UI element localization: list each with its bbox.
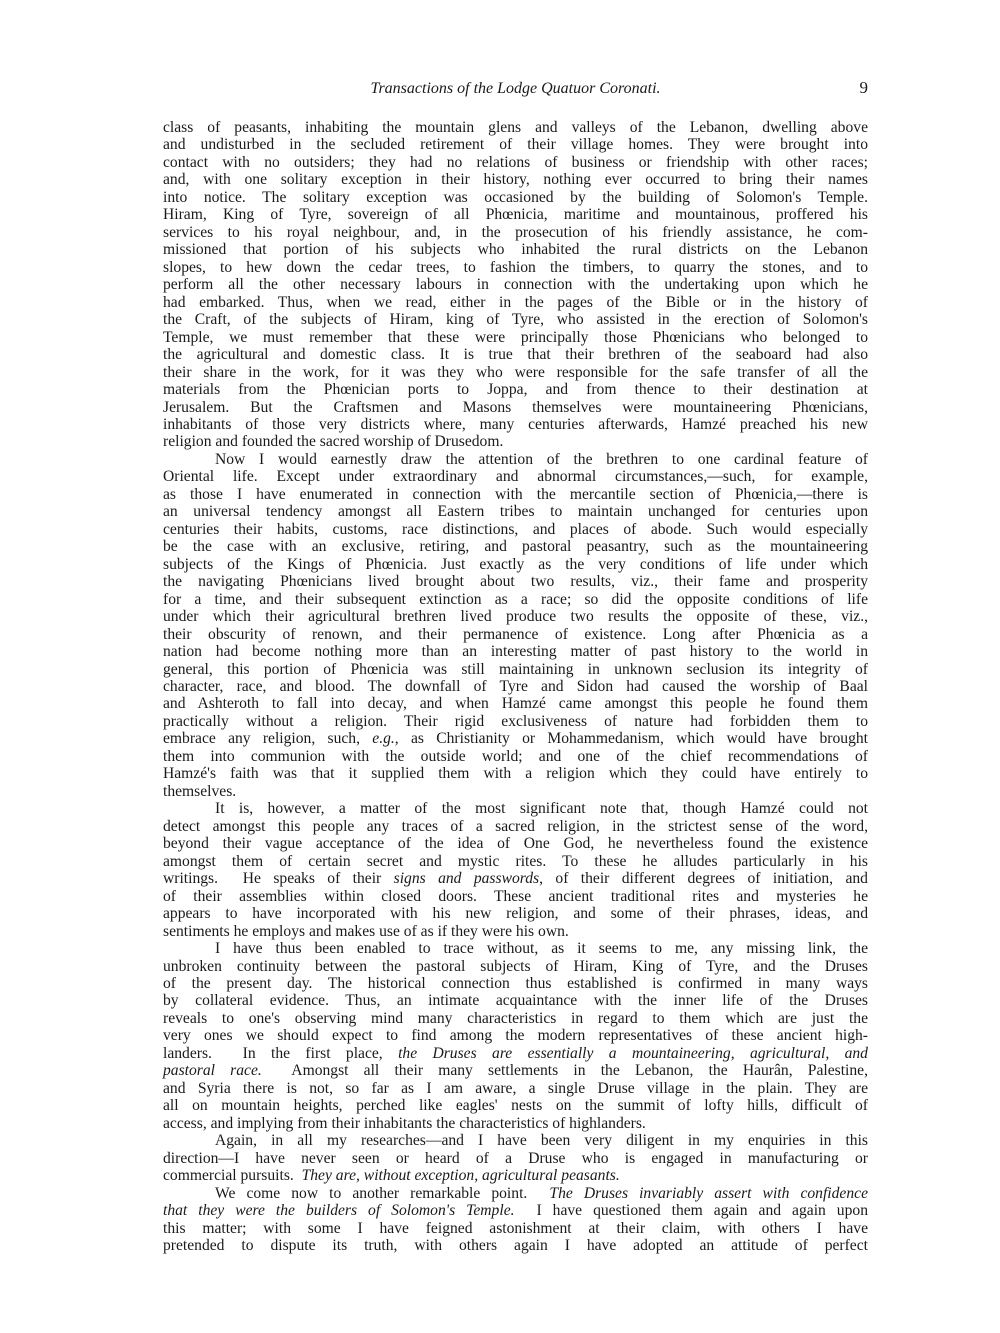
italic-text: pastoral race. bbox=[163, 1062, 262, 1080]
text-line: Jerusalem. But the Craftsmen and Masons themselves were mountaineering Phœnicians, bbox=[163, 398, 868, 416]
text-line: direction—I have never seen or heard of a Druse who is engaged in manufacturing or bbox=[163, 1149, 868, 1167]
text-segment: , as Christianity or Mohammedanism, which would have brought bbox=[394, 730, 868, 748]
text-line: class of peasants, inhabiting the mountain glens and valleys of the Lebanon, dwelling above bbox=[163, 119, 868, 136]
text-line: be the case with an exclusive, retiring, and pastoral peasantry, such as the mountaineering bbox=[163, 538, 868, 556]
text-line: of their assemblies within closed doors. These ancient traditional rites and mysteries he bbox=[163, 887, 868, 905]
text-line: for a time, and their subsequent extinction as a race; so did the opposite conditions of life bbox=[163, 590, 868, 608]
text-line: slopes, to hew down the cedar trees, to fashion the timbers, to quarry the stones, and to bbox=[163, 258, 868, 276]
text-line bbox=[163, 1045, 868, 1062]
text-line: perform all the other necessary labours in connection with the undertaking upon which he bbox=[163, 276, 868, 294]
text-line: Oriental life. Except under extraordinary and abnormal circumstances,—such, for example, bbox=[163, 468, 868, 486]
text-line: general, this portion of Phœnicia was still maintaining in unknown seclusion its integrity of bbox=[163, 660, 868, 678]
text-line: into notice. The solitary exception was occasioned by the building of Solomon's Temple. bbox=[163, 188, 868, 206]
text-line: and undisturbed in the secluded retirement of their village homes. They were brought into bbox=[163, 136, 868, 154]
text-line: them into communion with the outside world; and one of the chief recommendations of bbox=[163, 747, 868, 765]
text-line: contact with no outsiders; they had no relations of business or friendship with other races; bbox=[163, 153, 868, 171]
text-line: nation had become nothing more than an interesting matter of past history to the world in bbox=[163, 643, 868, 661]
text-line: by collateral evidence. Thus, an intimate acquaintance with the inner life of the Druses bbox=[163, 992, 868, 1010]
page-number: 9 bbox=[859, 78, 868, 97]
text-line: Now I would earnestly draw the attention of the brethren to one cardinal feature of bbox=[215, 450, 868, 468]
italic-text: e.g. bbox=[372, 730, 395, 748]
text-segment: writings. He speaks of their bbox=[163, 870, 394, 888]
text-line bbox=[163, 1062, 868, 1079]
text-line: themselves. bbox=[163, 782, 237, 800]
paragraph bbox=[163, 451, 868, 800]
text-segment: I have questioned them again and again upon bbox=[514, 1202, 868, 1220]
text-line: It is, however, a matter of the most significant note that, though Hamzé could not bbox=[215, 800, 868, 818]
body-text bbox=[163, 119, 868, 1254]
running-head bbox=[163, 80, 868, 102]
text-line: the navigating Phœnicians lived brought about two results, viz., their fame and prosperity bbox=[163, 573, 868, 591]
text-segment: landers. In the first place, bbox=[163, 1044, 399, 1062]
text-line: unbroken continuity between the pastoral subjects of Hiram, King of Tyre, and the Druses bbox=[163, 957, 868, 975]
text-line: amongst them of certain secret and mystic rites. To these he alludes particularly in his bbox=[163, 852, 868, 870]
text-line: pretended to dispute its truth, with others again I have adopted an attitude of perfect bbox=[163, 1237, 868, 1254]
text-line: their share in the work, for it was they who were responsible for the safe transfer of all the bbox=[163, 363, 868, 381]
text-line: materials from the Phœnician ports to Joppa, and from thence to their destination at bbox=[163, 381, 868, 399]
text-line: the Craft, of the subjects of Hiram, king of Tyre, who assisted in the erection of Solomon's bbox=[163, 311, 868, 329]
text-line: Hiram, King of Tyre, sovereign of all Phœnicia, maritime and mountainous, proffered his bbox=[163, 206, 868, 224]
paragraph bbox=[163, 800, 868, 940]
italic-text: The Druses invariably assert with confidence bbox=[549, 1184, 868, 1202]
text-line bbox=[163, 870, 868, 887]
text-line: this matter; with some I have feigned astonishment at their claim, with others I have bbox=[163, 1219, 868, 1237]
text-line: religion and founded the sacred worship of Drusedom. bbox=[163, 433, 504, 451]
italic-text: They are, without exception, agricultural peasants. bbox=[301, 1167, 620, 1185]
text-line: and, with one solitary exception in their history, nothing ever occurred to bring their names bbox=[163, 171, 868, 189]
text-segment: , of their different degrees of initiation, and bbox=[539, 870, 868, 888]
text-line: access, and implying from their inhabitants the characteristics of highlanders. bbox=[163, 1114, 646, 1132]
running-head-title: Transactions of the Lodge Quatuor Coronati. bbox=[370, 80, 661, 97]
italic-text: signs and passwords bbox=[393, 870, 540, 888]
paragraph bbox=[163, 119, 868, 451]
text-line: services to his royal neighbour, and, in the prosecution of his friendly assistance, he com- bbox=[163, 223, 868, 241]
text-line: appears to have incorporated with his new religion, and some of their phrases, ideas, and bbox=[163, 905, 868, 923]
text-line: Again, in all my researches—and I have been very diligent in my enquiries in this bbox=[215, 1132, 868, 1150]
text-line: all on mountain heights, perched like eagles' nests on the summit of lofty hills, difficult of bbox=[163, 1097, 868, 1115]
paragraph bbox=[163, 1185, 868, 1255]
text-segment: Amongst all their many settlements in the Lebanon, the Haurân, Palestine, bbox=[261, 1062, 868, 1080]
text-line: and Ashteroth to fall into decay, and when Hamzé came amongst this people he found them bbox=[163, 695, 868, 713]
text-line bbox=[163, 1202, 868, 1219]
text-line: of the present day. The historical connection thus established is confirmed in many ways bbox=[163, 974, 868, 992]
text-line bbox=[163, 1185, 868, 1202]
text-line: subjects of the Kings of Phœnicia. Just exactly as the very conditions of life under which bbox=[163, 555, 868, 573]
text-line: missioned that portion of his subjects who inhabited the rural districts on the Lebanon bbox=[163, 241, 868, 259]
paragraph bbox=[163, 1132, 868, 1184]
text-line: detect amongst this people any traces of a sacred religion, in the strictest sense of the word, bbox=[163, 817, 868, 835]
italic-text: that they were the builders of Solomon's Temple. bbox=[163, 1202, 515, 1220]
italic-text: the Druses are essentially a mountaineering, agricultural, and bbox=[398, 1044, 868, 1062]
text-segment: embrace any religion, such, bbox=[163, 730, 373, 748]
text-line: under which their agricultural brethren lived produce two results the opposite of these, viz., bbox=[163, 608, 868, 626]
text-line: character, race, and blood. The downfall of Tyre and Sidon had caused the worship of Baal bbox=[163, 678, 868, 695]
paragraph bbox=[163, 940, 868, 1132]
text-line: an universal tendency amongst all Eastern tribes to maintain unchanged for centuries upon bbox=[163, 503, 868, 521]
text-line: reveals to one's observing mind many characteristics in regard to them which are just the bbox=[163, 1009, 868, 1027]
text-line: very ones we should expect to find among the modern representatives of these ancient high- bbox=[163, 1027, 868, 1045]
text-line bbox=[163, 730, 868, 747]
text-segment: We come now to another remarkable point. bbox=[215, 1184, 550, 1202]
text-line: Hamzé's faith was that it supplied them with a religion which they could have entirely to bbox=[163, 765, 868, 783]
text-line: Temple, we must remember that these were principally those Phœnicians who belonged to bbox=[163, 328, 868, 346]
text-line: inhabitants of those very districts where, many centuries afterwards, Hamzé preached his new bbox=[163, 415, 868, 433]
text-line: the agricultural and domestic class. It is true that their brethren of the seaboard had also bbox=[163, 346, 868, 364]
text-segment: commercial pursuits. bbox=[163, 1167, 302, 1185]
text-line: I have thus been enabled to trace without, as it seems to me, any missing link, the bbox=[215, 940, 868, 958]
text-line bbox=[163, 1167, 868, 1184]
text-line: beyond their vague acceptance of the idea of One God, he nevertheless found the existence bbox=[163, 835, 868, 853]
text-line: their obscurity of renown, and their permanence of existence. Long after Phœnicia as a bbox=[163, 625, 868, 643]
text-line: had embarked. Thus, when we read, either in the pages of the Bible or in the history of bbox=[163, 293, 868, 311]
text-line: as those I have enumerated in connection with the mercantile section of Phœnicia,—there is bbox=[163, 485, 868, 503]
text-line: centuries their habits, customs, race distinctions, and places of abode. Such would especially bbox=[163, 520, 868, 538]
text-line: practically without a religion. Their rigid exclusiveness of nature had forbidden them to bbox=[163, 712, 868, 730]
text-line: and Syria there is not, so far as I am aware, a single Druse village in the plain. They are bbox=[163, 1079, 868, 1097]
text-line: sentiments he employs and makes use of as if they were his own. bbox=[163, 922, 569, 940]
